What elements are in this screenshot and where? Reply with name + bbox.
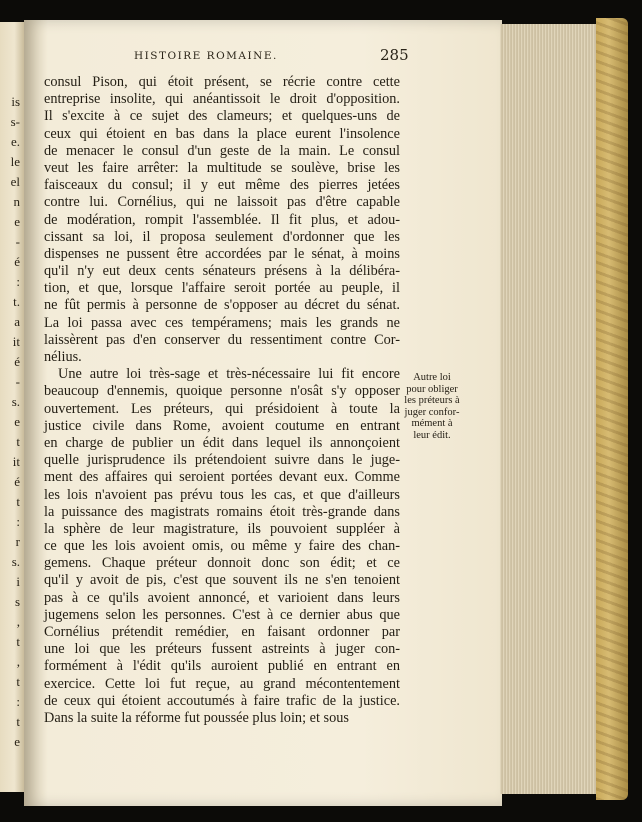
left-page-fragment: t [16, 434, 20, 449]
book-cover-edge [596, 18, 628, 800]
text-line: Il s'excite à ce sujet des clameurs; et quelques-uns de [44, 108, 400, 125]
text-line: quelle jurisprudence ils prétendoient suivre dans le juge- [44, 452, 400, 469]
left-page-fragment: : [16, 274, 20, 289]
margin-note-line: mément à [411, 418, 453, 429]
left-page-fragment: é [14, 474, 20, 489]
text-line: de modération, rompit l'assemblée. Il fit plus, et adou- [44, 211, 400, 228]
left-page-fragment: t [16, 634, 20, 649]
left-page-fragment: i [16, 574, 20, 589]
text-line: laissèrent pas d'en conserver du ressentiment contre Cor- [44, 331, 400, 348]
text-line: Dans la suite la réforme fut poussée plus loin; et sous [44, 709, 349, 726]
left-page-fragment: le [10, 154, 20, 169]
text-line: les lois n'avoient pas prévu tous les cas, et que d'ailleurs [44, 486, 400, 503]
text-line: gemens. Chaque préteur donnoit donc son édit; et ce [44, 555, 400, 572]
text-line: ne fût permis à personne de s'opposer au décret du sénat. [44, 297, 400, 314]
left-page-fragment: el [10, 174, 20, 189]
left-page-fragment: it [12, 334, 20, 349]
text-line: de ceux qui étoient accoutumés à faire trafic de la justice. [44, 692, 400, 709]
text-line: ouvertement. Les préteurs, qui présidoient à toute la [44, 400, 400, 417]
text-line: La loi passa avec ces tempéramens; mais les grands ne [44, 314, 400, 331]
left-page-fragment: , [16, 654, 20, 669]
left-page-fragment: it [12, 454, 20, 469]
left-page-fragment: e [14, 214, 20, 229]
page-number: 285 [380, 46, 409, 64]
margin-note [400, 372, 464, 441]
text-line: entreprise insolite, qui anéantissoit le droit d'opposition. [44, 91, 400, 108]
text-line: ce que les lois avoient omis, ou même y faire des chan- [44, 538, 400, 555]
text-line: qu'il y avoit de pis, c'est que souvent ils ne s'en tenoient [44, 572, 400, 589]
left-page-fragment: t [16, 494, 20, 509]
left-page-fragment: a [14, 314, 20, 329]
left-page-fragment: t [16, 674, 20, 689]
margin-note-line: les préteurs à [404, 395, 460, 406]
left-page-fragment: s [14, 594, 20, 609]
left-facing-page [0, 22, 24, 792]
body-text [44, 74, 400, 727]
text-line: faisceaux du consul; il y eut même des pierres jetées [44, 177, 400, 194]
left-page-fragment: e [14, 734, 20, 749]
text-line: cissant sa loi, il proposa seulement d'ordonner que les [44, 228, 400, 245]
text-line: ceux qui étoient en bas dans la place eurent l'insolence [44, 125, 400, 142]
text-line: Cornélius prétendit remédier, en faisant ordonner par [44, 624, 400, 640]
text-line: la puissance des magistrats romains étoit très-grande dans [44, 503, 400, 520]
margin-note-line: pour obliger [406, 383, 458, 395]
margin-note-line: leur édit. [413, 429, 451, 441]
margin-note-line: Autre loi [413, 372, 451, 383]
text-line: contre lui. Cornélius, qui ne laissoit pas d'être capable [44, 194, 400, 211]
text-line: consul Pison, qui étoit présent, se récrie contre cette [44, 74, 400, 90]
left-page-fragment: é [14, 354, 20, 369]
page-fore-edge [500, 24, 600, 794]
text-line: une loi que les préteurs fussent astreints à juger con- [44, 641, 400, 658]
left-page-fragment: - [15, 374, 20, 389]
text-line: beaucoup d'ennemis, quoique personne n'osât s'y opposer [44, 383, 400, 400]
left-page-fragment: , [16, 614, 20, 629]
text-line: de menacer le consul d'un geste de la main. Le consul [44, 142, 400, 159]
text-line: justice civile dans Rome, avoient coutume en entrant [44, 417, 400, 434]
text-line: qu'il n'y eut deux cents sénateurs présens à la délibéra- [44, 263, 400, 280]
margin-note-line: juger confor- [404, 406, 460, 418]
left-page-fragment: t [16, 714, 20, 729]
text-line: tion, et que, lorsque l'affaire seroit portée au peuple, il [44, 280, 400, 297]
text-line: exercice. Cette loi fut reçue, au grand mécontentement [44, 675, 400, 692]
left-page-fragment: e. [10, 134, 20, 149]
text-line: ment des affaires qui seroient portées devant eux. Comme [44, 469, 400, 486]
running-title: HISTOIRE ROMAINE. [134, 50, 278, 62]
text-line: pas à ce qu'ils avoient annoncé, et varioient dans leurs [44, 589, 400, 606]
text-line: Une autre loi très-sage et très-nécessaire lui fit encore [58, 366, 400, 383]
left-page-fragment: - [15, 234, 20, 249]
left-page-fragment: : [16, 694, 20, 709]
left-page-fragment: : [16, 514, 20, 529]
text-line: nélius. [44, 349, 82, 365]
left-page-fragment: e [14, 414, 20, 429]
text-line: la sphère de leur magistrature, ils pouvoient suppléer à [44, 520, 400, 537]
left-page-fragment: é [14, 254, 20, 269]
text-line: jugemens selon les personnes. C'est à ce dernier abus que [44, 606, 400, 623]
text-line: en charge de publier un édit dans lequel ils annonçoient [44, 434, 400, 451]
text-line: veut les faire arrêter: la multitude se soulève, brise les [44, 159, 400, 176]
text-line: formément à l'édit qu'ils auroient publié en entrant en [44, 658, 400, 675]
left-page-fragment: r [15, 534, 20, 549]
left-page-fragment: is [11, 94, 20, 109]
left-page-fragment: s. [11, 394, 20, 409]
left-page-fragment: n [13, 194, 20, 209]
left-page-fragment: t. [13, 294, 20, 309]
text-line: dispenses ne pussent être accordées par le sénat, à moins [44, 245, 400, 262]
left-page-fragment: s. [11, 554, 20, 569]
left-page-fragment: s- [10, 114, 20, 129]
